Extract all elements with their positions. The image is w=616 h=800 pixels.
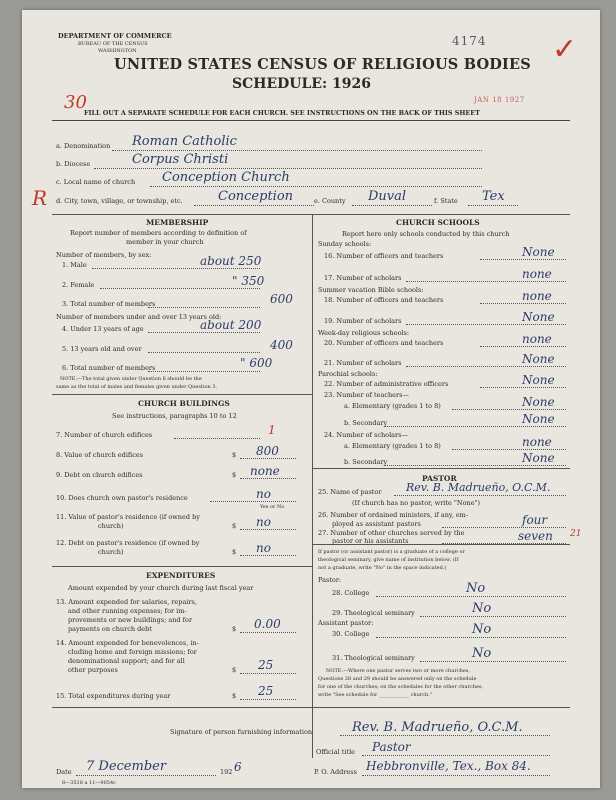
- church-name-label: c. Local name of church: [56, 178, 136, 186]
- q13-line-4: payments on church debt: [68, 625, 152, 633]
- q14-line-3: denominational support; and for all: [68, 657, 185, 665]
- q29-value: No: [472, 601, 492, 616]
- signature-label: Signature of person furnishing information: [170, 728, 313, 736]
- schools-heading: CHURCH SCHOOLS: [396, 218, 480, 227]
- total2-label: 6. Total number of members: [62, 364, 156, 372]
- q27-line-2: pastor or his assistants: [332, 537, 409, 545]
- q22-value: None: [522, 373, 555, 387]
- q26-value: four: [522, 513, 548, 527]
- q25-value: Rev. B. Madrueño, O.C.M.: [406, 481, 551, 494]
- weekday-label: Week-day religious schools:: [318, 329, 410, 337]
- q24b-label: b. Secondary: [344, 458, 388, 466]
- q17-value: none: [522, 267, 552, 281]
- date-label: Date: [56, 768, 72, 776]
- q27-mark: 21: [570, 529, 582, 539]
- form-number: 4174: [452, 34, 487, 48]
- q22-label: 22. Number of administrative officers: [324, 380, 449, 388]
- dollar-sign: $: [232, 522, 237, 530]
- q23a-label: a. Elementary (grades 1 to 8): [344, 402, 441, 410]
- over13-label: 5. 13 years old and over: [62, 345, 142, 353]
- address-value: Hebbronville, Tex., Box 84.: [366, 759, 531, 773]
- diocese-value: Corpus Christi: [132, 152, 229, 167]
- diocese-label: b. Diocese: [56, 160, 91, 168]
- city-label: WASHINGTON: [98, 48, 137, 54]
- q18-label: 18. Number of officers and teachers: [324, 296, 444, 304]
- q28-label: 28. College: [332, 589, 370, 597]
- q23b-label: b. Secondary: [344, 419, 388, 427]
- q23-label: 23. Number of teachers—: [324, 391, 409, 399]
- q30-label: 30. College: [332, 630, 370, 638]
- total1-label: 3. Total number of members: [62, 300, 156, 308]
- res-debt-label-2: church): [98, 548, 124, 556]
- print-code: 8—3518 a 11—9054c: [62, 780, 116, 786]
- q25-note: (If church has no pastor, write "None"): [352, 499, 481, 507]
- grad-note-1: If pastor (or assistant pastor) is a graduate of a college or: [318, 549, 465, 555]
- q27-value: seven: [518, 529, 553, 543]
- dollar-sign: $: [232, 625, 237, 633]
- q16-value: None: [522, 245, 555, 259]
- res-value-label-1: 11. Value of pastor's residence (if owned by: [56, 513, 200, 521]
- dollar-sign: $: [232, 451, 237, 459]
- denomination-label: a. Denomination: [56, 142, 111, 150]
- q23b-value: None: [522, 412, 555, 426]
- female-value: " 350: [232, 274, 265, 288]
- date-stamp: JAN 18 1927: [474, 96, 525, 104]
- check-mark: ✓: [552, 32, 578, 67]
- under13-label: 4. Under 13 years of age: [62, 325, 144, 333]
- summer-label: Summer vacation Bible schools:: [318, 286, 424, 294]
- q24-label: 24. Number of scholars—: [324, 431, 408, 439]
- q19-value: None: [522, 310, 555, 324]
- q13-line-3: provements or new buildings; and for: [68, 616, 193, 624]
- q29-label: 29. Theological seminary: [332, 609, 415, 617]
- q15-value: 25: [258, 684, 274, 698]
- residence-value: no: [256, 487, 271, 501]
- residence-label: 10. Does church own pastor's residence: [56, 494, 188, 502]
- q13-value: 0.00: [254, 617, 281, 631]
- female-label: 2. Female: [62, 281, 95, 289]
- assistant-label: Assistant pastor:: [318, 619, 374, 627]
- q24b-value: None: [522, 451, 555, 465]
- edifices-value-amount: 800: [256, 444, 279, 458]
- q17-label: 17. Number of scholars: [324, 274, 402, 282]
- q25-label: 25. Name of pastor: [318, 488, 382, 496]
- membership-intro-2: member in your church: [126, 238, 204, 246]
- res-debt-label-1: 12. Debt on pastor's residence (if owned by: [56, 539, 200, 547]
- q31-label: 31. Theological seminary: [332, 654, 415, 662]
- q20-label: 20. Number of officers and teachers: [324, 339, 444, 347]
- schools-sub: Report here only schools conducted by this church: [342, 230, 510, 238]
- q28-value: No: [466, 581, 486, 596]
- dollar-sign: $: [232, 666, 237, 674]
- q24a-value: none: [522, 435, 552, 449]
- debt-label: 9. Debt on church edifices: [56, 471, 143, 479]
- parochial-label: Parochial schools:: [318, 370, 378, 378]
- q30-value: No: [472, 622, 492, 637]
- grad-note-3: not a graduate, write "No" in the space indicated.): [318, 565, 447, 571]
- official-title-label: Official title: [316, 748, 355, 756]
- total1-value: 600: [270, 292, 293, 306]
- q14-line-2: cluding home and foreign missions; for: [68, 648, 197, 656]
- church-name-value: Conception Church: [162, 170, 290, 185]
- dollar-sign: $: [232, 471, 237, 479]
- pastor-label: Pastor:: [318, 576, 342, 584]
- q14-value: 25: [258, 658, 274, 672]
- city-value: Conception: [218, 189, 294, 204]
- membership-note-1: NOTE.—The total given under Question 6 should be the: [60, 376, 202, 382]
- q23a-value: None: [522, 395, 555, 409]
- grad-note-2: theological seminary, give name of institution below. (If: [318, 557, 459, 563]
- county-value: Duval: [368, 189, 407, 204]
- county-label: e. County: [314, 197, 346, 205]
- state-label: f. State: [434, 197, 458, 205]
- res-value-value: no: [256, 515, 271, 529]
- q14-line-4: other purposes: [68, 666, 118, 674]
- q26-line-1: 26. Number of ordained ministers, if any, em-: [318, 511, 469, 519]
- q18-value: none: [522, 289, 552, 303]
- schedule-title: SCHEDULE: 1926: [232, 76, 372, 92]
- r-mark: R: [32, 186, 48, 210]
- expenditures-sub: Amount expended by your church during last fiscal year: [68, 584, 254, 592]
- value-label: 8. Value of church edifices: [56, 451, 144, 459]
- q20-value: none: [522, 332, 552, 346]
- rule: [52, 120, 570, 121]
- q15-label: 15. Total expenditures during year: [56, 692, 171, 700]
- q24a-label: a. Elementary (grades 1 to 8): [344, 442, 441, 450]
- res-value-label-2: church): [98, 522, 124, 530]
- q19-label: 19. Number of scholars: [324, 317, 402, 325]
- handwritten-number: 30: [64, 92, 87, 113]
- address-label: P. O. Address: [314, 768, 357, 776]
- q14-line-1: 14. Amount expended for benevolences, in-: [56, 639, 199, 647]
- edifices-label: 7. Number of church edifices: [56, 431, 153, 439]
- male-value: about 250: [200, 254, 262, 268]
- yes-no-hint: Yes or No: [260, 504, 285, 510]
- buildings-sub: See instructions, paragraphs 10 to 12: [112, 412, 237, 420]
- census-form: [22, 10, 600, 788]
- bureau-label: BUREAU OF THE CENSUS: [78, 41, 148, 47]
- male-label: 1. Male: [62, 261, 87, 269]
- membership-note-2: same as the total of males and females given under Question 3.: [56, 384, 218, 390]
- q27-line-1: 27. Number of other churches served by the: [318, 529, 465, 537]
- instructions-line: FILL OUT A SEPARATE SCHEDULE FOR EACH CHURCH. SEE INSTRUCTIONS ON THE BACK OF THIS SHEET: [84, 109, 480, 117]
- buildings-heading: CHURCH BUILDINGS: [138, 399, 230, 408]
- q21-label: 21. Number of scholars: [324, 359, 402, 367]
- age-label: Number of members under and over 13 years old:: [56, 313, 222, 321]
- under13-value: about 200: [200, 318, 262, 332]
- membership-heading: MEMBERSHIP: [146, 218, 209, 227]
- department-label: DEPARTMENT OF COMMERCE: [58, 32, 172, 40]
- denomination-value: Roman Catholic: [132, 134, 237, 149]
- debt-value: none: [250, 464, 280, 478]
- pastor-heading: PASTOR: [422, 474, 457, 483]
- q31-value: No: [472, 646, 492, 661]
- q21-value: None: [522, 352, 555, 366]
- final-note-3: for one of the churches; on the schedules for the other churches,: [318, 684, 484, 690]
- state-value: Tex: [482, 189, 505, 204]
- city-line-label: d. City, town, village, or township, etc.: [56, 197, 183, 205]
- date-value: 7 December: [86, 759, 167, 774]
- dollar-sign: $: [232, 692, 237, 700]
- year-suffix: 6: [234, 760, 242, 774]
- over13-value: 400: [270, 338, 293, 352]
- signature-value: Rev. B. Madrueño, O.C.M.: [352, 720, 523, 735]
- sunday-label: Sunday schools:: [318, 240, 372, 248]
- res-debt-value: no: [256, 541, 271, 555]
- final-note-4: write "See schedule for ____________ church.": [318, 692, 433, 698]
- official-title-value: Pastor: [372, 740, 411, 754]
- membership-intro-1: Report number of members according to definition of: [70, 229, 247, 237]
- q26-line-2: ployed as assistant pastors: [332, 520, 421, 528]
- dollar-sign: $: [232, 548, 237, 556]
- by-sex-label: Number of members, by sex:: [56, 251, 152, 259]
- q16-label: 16. Number of officers and teachers: [324, 252, 444, 260]
- expenditures-heading: EXPENDITURES: [146, 571, 216, 580]
- form-title: UNITED STATES CENSUS OF RELIGIOUS BODIES: [114, 56, 531, 73]
- total2-value: " 600: [240, 356, 273, 370]
- final-note-1: NOTE.—Where one pastor serves two or more churches,: [326, 668, 471, 674]
- year-prefix: 192: [220, 768, 233, 776]
- final-note-2: Questions 28 and 29 should be answered only on the schedule: [318, 676, 477, 682]
- q13-line-2: and other running expenses; for im-: [68, 607, 187, 615]
- edifices-value: 1: [268, 423, 276, 437]
- q13-line-1: 13. Amount expended for salaries, repairs,: [56, 598, 197, 606]
